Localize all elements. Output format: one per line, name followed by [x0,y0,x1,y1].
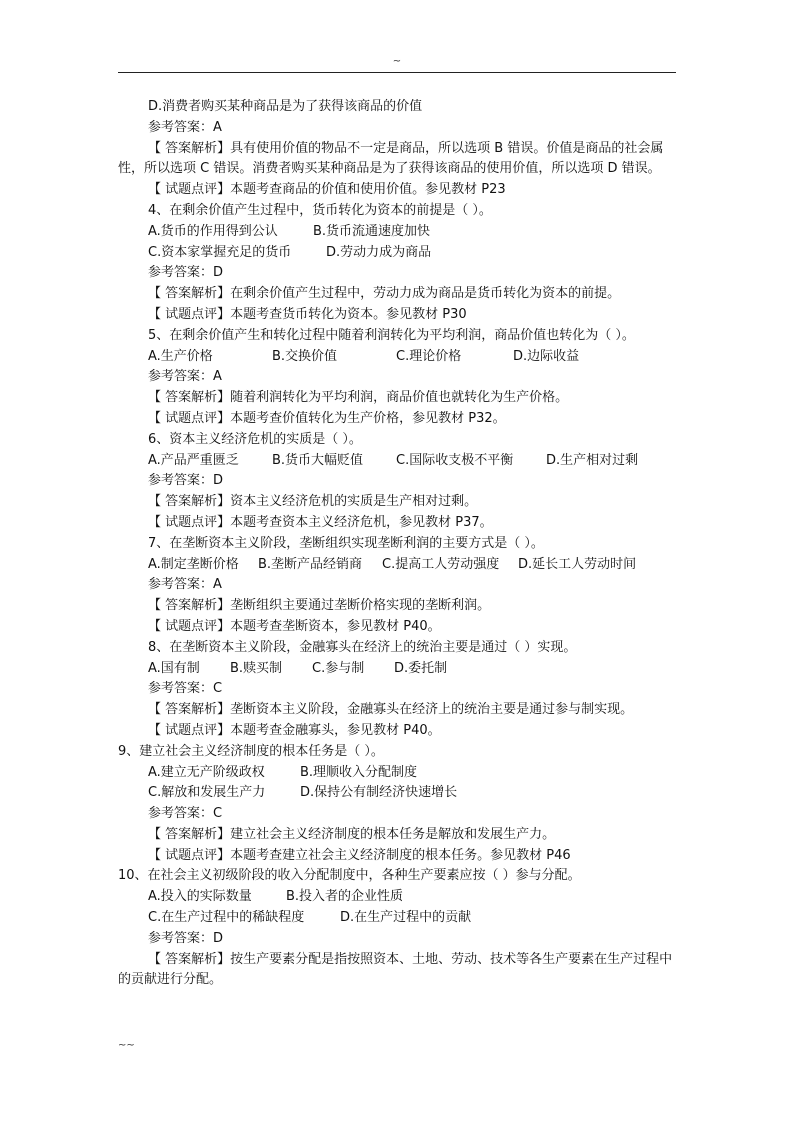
options-row [118,887,676,908]
option-d: D.保持公有制经济快速增长 [300,785,458,801]
option-c: C.提高工人劳动强度 [382,556,500,572]
options-row [118,659,676,680]
option-c: C.资本家掌握充足的货币 [148,244,292,260]
options-row [118,763,676,784]
review-line: 【 试题点评】本题考查资本主义经济危机，参见教材 P37。 [148,514,493,530]
option-b: B.货币大幅贬值 [272,452,364,468]
option-a: A.建立无产阶级政权 [148,764,265,780]
answer-line: 参考答案：D [148,265,224,281]
option-a: A.制定垄断价格 [148,556,239,572]
option-a: A.投入的实际数量 [148,889,252,905]
answer-line: 参考答案：A [148,369,222,385]
explanation-line: 【 答案解析】建立社会主义经济制度的根本任务是解放和发展生产力。 [148,826,556,842]
option-d: D.委托制 [394,660,448,676]
option-a: A.国有制 [148,660,200,676]
options-row [118,555,676,576]
explanation-paragraph: 【 答案解析】具有使用价值的物品不一定是商品，所以选项 B 错误。价值是商品的社会属性，所以选项 C 错误。消费者购买某种商品是为了获得该商品的使用价值，所以选项 D 错误。 [118,140,664,177]
option-a: A.产品严重匮乏 [148,452,239,468]
explanation-line: 【 答案解析】垄断资本主义阶段，金融寡头在经济上的统治主要是通过参与制实现。 [148,702,634,718]
option-c: C.解放和发展生产力 [148,785,266,801]
answer-line: 参考答案：C [148,681,223,697]
options-row [118,222,676,243]
options-row [118,451,676,472]
option-line: D.消费者购买某种商品是为了获得该商品的价值 [148,99,423,114]
answer-line: 参考答案：D [148,473,224,489]
answer-line: 参考答案：A [148,119,222,135]
answer-line: 参考答案：A [148,577,222,593]
options-row [118,908,676,929]
options-row [118,347,676,368]
explanation-line: 【 答案解析】在剩余价值产生过程中，劳动力成为商品是货币转化为资本的前提。 [148,286,621,302]
review-line: 【 试题点评】本题考查商品的价值和使用价值。参见教材 P23 [148,182,506,198]
option-b: B.交换价值 [272,348,338,364]
option-d: D.生产相对过剩 [546,452,639,468]
footer-mark: ~~ [118,1040,135,1051]
review-line: 【 试题点评】本题考查货币转化为资本。参见教材 P30 [148,306,467,322]
question-7: 7、在垄断资本主义阶段，垄断组织实现垄断利润的主要方式是（ ）。 [148,535,544,551]
question-8: 8、在垄断资本主义阶段，金融寡头在经济上的统治主要是通过（ ）实现。 [148,639,577,655]
explanation-line: 【 答案解析】随着利润转化为平均利润，商品价值也就转化为生产价格。 [148,390,569,406]
option-d: D.边际收益 [513,348,580,364]
option-b: B.垄断产品经销商 [258,556,363,572]
question-4: 4、在剩余价值产生过程中，货币转化为资本的前提是（ ）。 [148,202,492,218]
question-9: 9、建立社会主义经济制度的根本任务是（ ）。 [118,743,384,759]
option-c: C.参与制 [312,660,365,676]
explanation-paragraph: 【 答案解析】按生产要素分配是指按照资本、土地、劳动、技术等各生产要素在生产过程中的贡献进行分配。 [118,951,673,988]
options-row [118,783,676,804]
option-d: D.劳动力成为商品 [326,244,432,260]
option-c: C.国际收支极不平衡 [396,452,514,468]
option-d: D.延长工人劳动时间 [518,556,637,572]
review-line: 【 试题点评】本题考查垄断资本，参见教材 P40。 [148,618,441,634]
page-body [118,97,676,991]
option-c: C.在生产过程中的稀缺程度 [148,910,305,926]
question-10: 10、在社会主义初级阶段的收入分配制度中，各种生产要素应按（ ）参与分配。 [118,868,581,884]
option-b: B.投入者的企业性质 [286,889,404,905]
options-row [118,243,676,264]
option-b: B.赎买制 [230,660,283,676]
option-d: D.在生产过程中的贡献 [340,910,472,926]
option-a: A.生产价格 [148,348,213,364]
explanation-line: 【 答案解析】资本主义经济危机的实质是生产相对过剩。 [148,494,478,510]
option-c: C.理论价格 [396,348,462,364]
option-b: B.货币流通速度加快 [313,223,431,239]
option-b: B.理顺收入分配制度 [300,764,418,780]
question-6: 6、资本主义经济危机的实质是（ ）。 [148,431,362,447]
explanation-line: 【 答案解析】垄断组织主要通过垄断价格实现的垄断利润。 [148,598,491,614]
answer-line: 参考答案：C [148,806,223,822]
header-rule [118,72,676,73]
header-mark: ~ [392,56,402,67]
option-a: A.货币的作用得到公认 [148,223,278,239]
question-5: 5、在剩余价值产生和转化过程中随着利润转化为平均利润，商品价值也转化为（ ）。 [148,327,635,343]
review-line: 【 试题点评】本题考查建立社会主义经济制度的根本任务。参见教材 P46 [148,847,571,863]
review-line: 【 试题点评】本题考查金融寡头，参见教材 P40。 [148,722,441,738]
review-line: 【 试题点评】本题考查价值转化为生产价格，参见教材 P32。 [148,410,506,426]
answer-line: 参考答案：D [148,930,224,946]
